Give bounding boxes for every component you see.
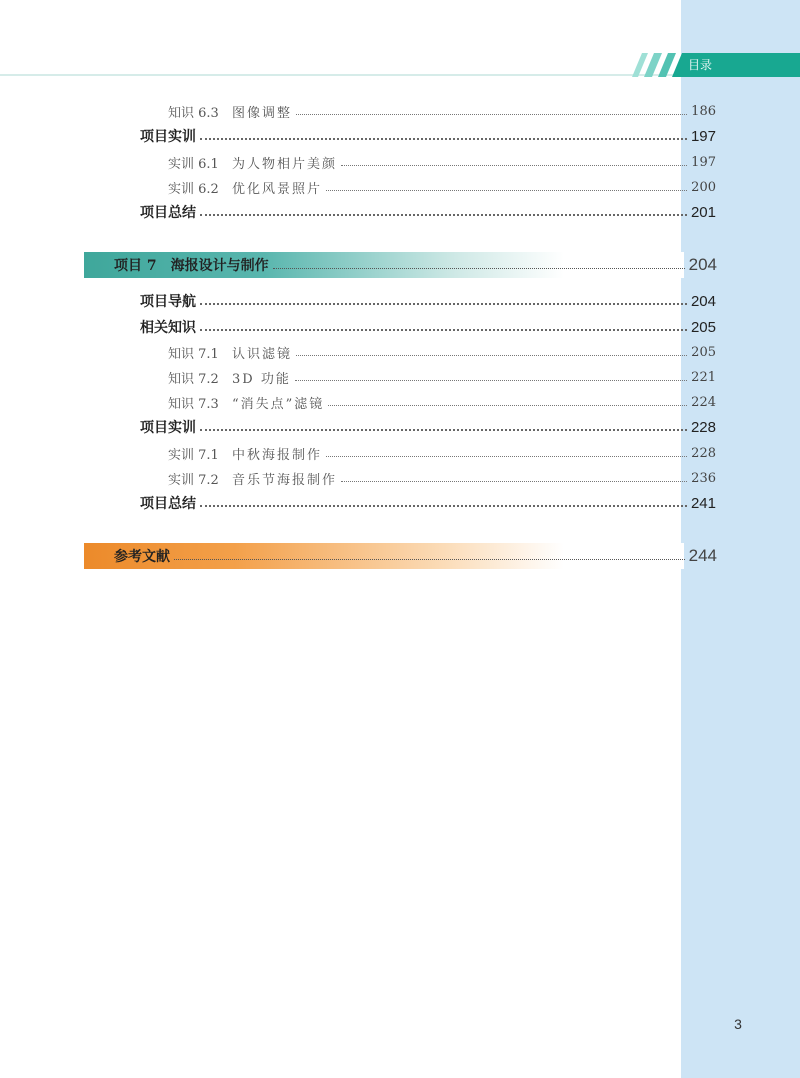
dot-leader <box>200 429 687 431</box>
entry-page: 205 <box>690 318 716 336</box>
toc-entry-practice-7-2[interactable] <box>168 467 716 489</box>
entry-number: 实训 6.1 <box>168 156 219 172</box>
entry-number: 实训 6.2 <box>168 181 219 197</box>
entry-title: “消失点”滤镜 <box>232 396 325 412</box>
toc-entry-practice-7-1[interactable] <box>168 442 716 464</box>
entry-page: 186 <box>691 103 716 119</box>
entry-title: 3D 功能 <box>232 371 291 387</box>
dot-leader <box>296 355 687 356</box>
entry-number: 知识 7.2 <box>168 371 219 387</box>
toc-entry-practice-6-1[interactable] <box>168 151 716 173</box>
toc-entry-summary[interactable] <box>140 201 716 223</box>
entry-title: 项目实训 <box>140 420 196 436</box>
entry-title: 认识滤镜 <box>232 346 293 362</box>
entry-title: 项目总结 <box>140 496 196 512</box>
entry-page: 205 <box>691 344 716 360</box>
toc-entry-knowledge-7-3[interactable] <box>168 391 716 413</box>
toc-entry-practice-6-2[interactable] <box>168 176 716 198</box>
dot-leader <box>200 138 687 140</box>
entry-page: 197 <box>691 154 716 170</box>
dot-leader <box>174 559 685 560</box>
references-page: 244 <box>688 546 717 565</box>
entry-page: 200 <box>691 179 716 195</box>
entry-title: 中秋海报制作 <box>232 447 323 463</box>
entry-title: 项目导航 <box>140 294 196 310</box>
entry-title: 相关知识 <box>140 320 196 336</box>
entry-title: 项目总结 <box>140 205 196 221</box>
dot-leader <box>328 405 687 406</box>
entry-page: 236 <box>691 470 716 486</box>
toc-entry-practice[interactable] <box>140 125 716 147</box>
dot-leader <box>326 190 687 191</box>
entry-title: 优化风景照片 <box>232 181 323 197</box>
entry-page: 228 <box>690 418 716 436</box>
entry-title: 图像调整 <box>232 105 293 121</box>
dot-leader <box>295 380 687 381</box>
dot-leader <box>326 456 687 457</box>
entry-page: 228 <box>691 445 716 461</box>
entry-page: 224 <box>691 394 716 410</box>
entry-page: 201 <box>690 203 716 221</box>
entry-page: 241 <box>690 494 716 512</box>
dot-leader <box>200 214 687 216</box>
toc-entry-navigation[interactable] <box>140 290 716 312</box>
dot-leader <box>341 481 687 482</box>
dot-leader <box>200 329 687 331</box>
header-label: 目录 <box>688 58 713 72</box>
entry-page: 197 <box>690 127 716 145</box>
toc-entry-knowledge[interactable] <box>140 316 716 338</box>
chapter-title: 项目 7 海报设计与制作 <box>114 258 269 274</box>
dot-leader <box>273 268 685 269</box>
toc-entry-knowledge-7-1[interactable] <box>168 341 716 363</box>
toc-entry-summary[interactable] <box>140 492 716 514</box>
toc-references[interactable] <box>114 543 717 569</box>
page-number: 3 <box>734 1016 742 1032</box>
entry-number: 实训 7.1 <box>168 447 219 463</box>
dot-leader <box>200 303 687 305</box>
toc-entry-practice[interactable] <box>140 416 716 438</box>
dot-leader <box>341 165 687 166</box>
entry-title: 音乐节海报制作 <box>232 472 338 488</box>
entry-title: 项目实训 <box>140 129 196 145</box>
entry-title: 为人物相片美颜 <box>232 156 338 172</box>
entry-page: 204 <box>690 292 716 310</box>
toc-chapter-7[interactable] <box>114 252 717 278</box>
entry-number: 知识 7.3 <box>168 396 219 412</box>
entry-number: 知识 6.3 <box>168 105 219 121</box>
entry-number: 知识 7.1 <box>168 346 219 362</box>
toc-entry-knowledge-7-2[interactable] <box>168 366 716 388</box>
entry-number: 实训 7.2 <box>168 472 219 488</box>
references-title: 参考文献 <box>114 549 170 565</box>
toc-entry-knowledge-6-3[interactable] <box>168 100 716 122</box>
chapter-page: 204 <box>688 255 717 274</box>
entry-page: 221 <box>691 369 716 385</box>
dot-leader <box>200 505 687 507</box>
dot-leader <box>296 114 687 115</box>
